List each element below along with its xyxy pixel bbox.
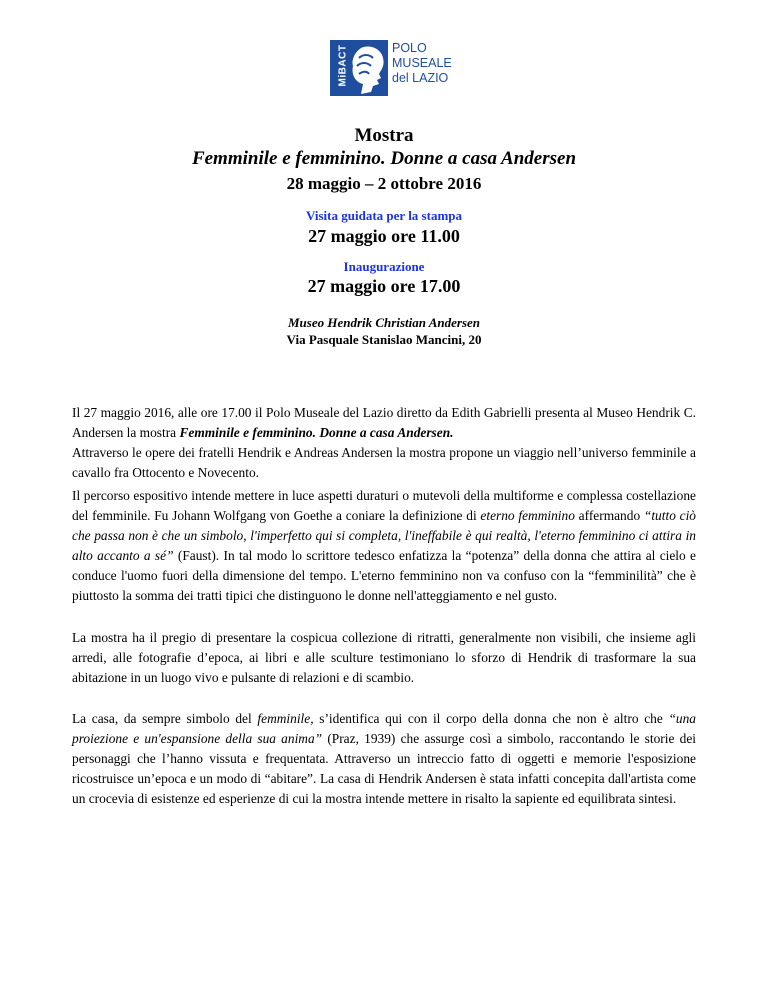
logo-text bbox=[392, 41, 452, 86]
logo-line-2: MUSEALE bbox=[392, 56, 452, 70]
exhibition-label: Mostra bbox=[354, 125, 414, 146]
logo-line-3: del LAZIO bbox=[392, 71, 449, 85]
logo-line-1: POLO bbox=[392, 41, 427, 55]
press-visit-label: Visita guidata per la stampa bbox=[305, 208, 462, 223]
exhibition-title: Femminile e femminino. Donne a casa Andersen bbox=[191, 148, 577, 169]
goethe-text-3: (Faust). In tal modo lo scrittore tedesco enfatizza la “potenza” della donna che attira al cielo e conduce l'uomo fuori della dimensione del tempo. L'eterno femminino non va confuso con la “femminilità” che è piuttosto la somma dei tratti tipici che distinguono le donne nell'atteggiamento e nel gusto. bbox=[72, 548, 696, 603]
paragraph-collection bbox=[72, 628, 696, 688]
house-text-3: (Praz, 1939) che assurge così a simbolo, raccontando le storie dei personaggi che l’hanno vissuta e frequentata. Attraverso un intreccio fatto di oggetti e memorie l'esposizione ricostruisce un’epoca e un modo di “abitare”. La casa di Hendrik Andersen è stata infatti concepita dall'artista come un crocevia di esistenze ed esperienze di cui la mostra intende mettere in risalto la sapiente ed equilibrata sintesi. bbox=[72, 731, 696, 806]
logo-vertical-text: MiBACT bbox=[337, 44, 349, 87]
exhibition-dates: 28 maggio – 2 ottobre 2016 bbox=[286, 174, 482, 193]
paragraph-intro-line bbox=[72, 403, 696, 443]
house-term: femminile, bbox=[257, 711, 314, 726]
house-quote: “una proiezione e un'espansione della sua anima” bbox=[72, 711, 697, 746]
paragraph-goethe bbox=[72, 486, 696, 606]
goethe-quote: “tutto ciò che passa non è che un simbolo, l'imperfetto qui si completa, l'ineffabile è qui realtà, l'eterno femminino ci attira in alto accanto a sé” bbox=[72, 508, 696, 563]
opening-date: 27 maggio ore 17.00 bbox=[307, 276, 461, 296]
polo-museale-logo bbox=[330, 40, 470, 96]
house-text-1: La casa, da sempre simbolo del bbox=[72, 711, 258, 726]
paragraph-intro bbox=[72, 403, 696, 483]
paragraph-house-text bbox=[72, 709, 696, 809]
goethe-term: eterno femminino bbox=[480, 508, 575, 523]
house-text-2: s’identifica qui con il corpo della donna che non è altro che bbox=[313, 711, 669, 726]
press-visit-date: 27 maggio ore 11.00 bbox=[308, 226, 460, 246]
goethe-text-1: Il percorso espositivo intende mettere in luce aspetti duraturi o mutevoli della multiforme e complessa costellazione del femminile. Fu Johann Wolfgang von Goethe a coniare la definizione di bbox=[72, 488, 696, 523]
museum-address: Via Pasquale Stanislao Mancini, 20 bbox=[286, 332, 482, 347]
goethe-text-2: affermando bbox=[574, 508, 644, 523]
paragraph-house bbox=[72, 709, 696, 809]
collection-text: La mostra ha il pregio di presentare la cospicua collezione di ritratti, generalmente non visibili, che insieme agli arredi, alle fotografie d’epoca, ai libri e alle sculture testimoniano lo sforzo di Hendrik di trasformare la sua abitazione in un luogo vivo e pulsante di relazioni e di scambio. bbox=[72, 630, 696, 685]
intro-text: Il 27 maggio 2016, alle ore 17.00 il Polo Museale del Lazio diretto da Edith Gabrielli presenta al Museo Hendrik C. Andersen la mostra bbox=[72, 405, 696, 440]
opening-label: Inaugurazione bbox=[343, 259, 425, 274]
paragraph-goethe-text bbox=[72, 486, 696, 606]
intro-title-emphasis: Femminile e femminino. Donne a casa Andersen. bbox=[179, 425, 454, 440]
logo-mark bbox=[330, 40, 388, 96]
museum-name: Museo Hendrik Christian Andersen bbox=[287, 315, 481, 330]
intro-journey-text: Attraverso le opere dei fratelli Hendrik e Andreas Andersen la mostra propone un viaggio nell’universo femminile a cavallo fra Ottocento e Novecento. bbox=[72, 445, 696, 480]
head-profile-icon bbox=[347, 44, 387, 94]
